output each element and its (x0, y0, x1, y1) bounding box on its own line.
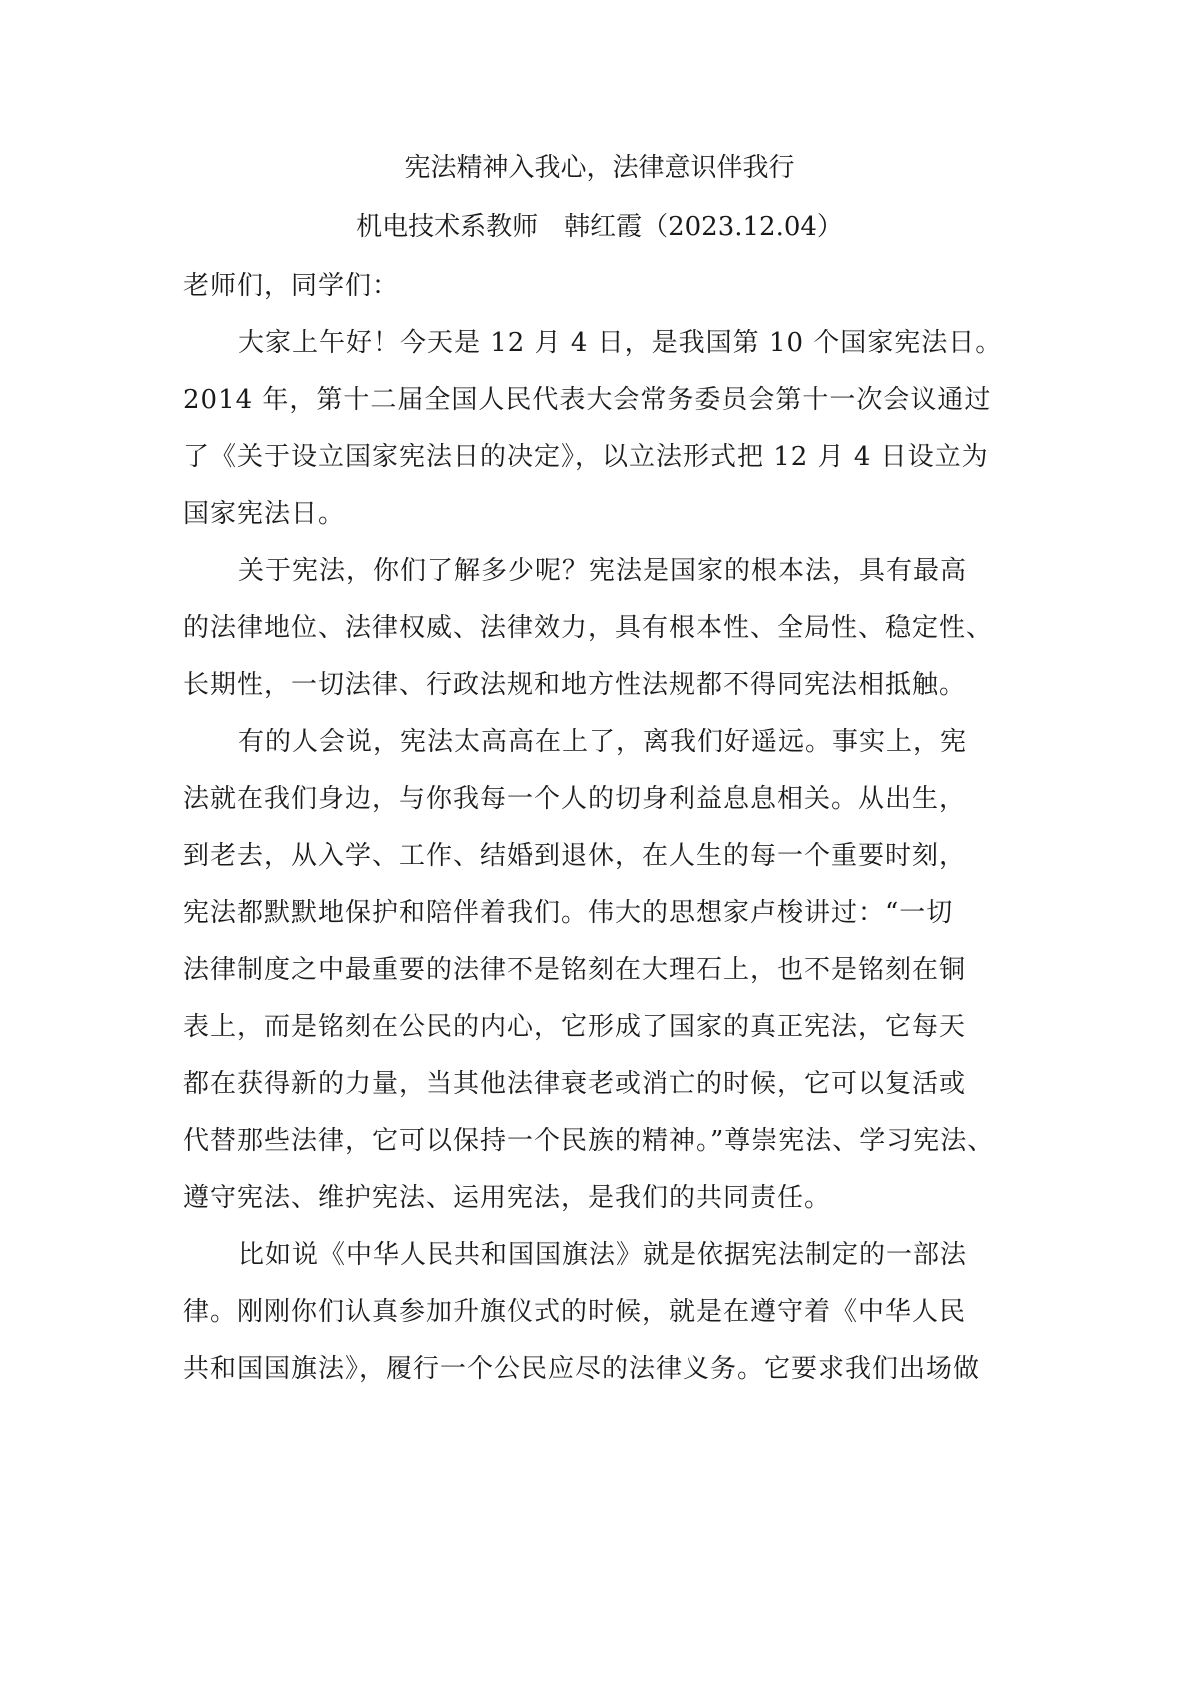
body-line: 都在获得新的力量，当其他法律衰老或消亡的时候，它可以复活或 (183, 1069, 967, 1099)
body-line: 共和国国旗法》，履行一个公民应尽的法律义务。它要求我们出场做 (183, 1354, 981, 1384)
body-line: 比如说《中华人民共和国国旗法》就是依据宪法制定的一部法 (238, 1240, 968, 1270)
document-byline: 机电技术系教师 韩红霞（2023.12.04） (356, 212, 843, 242)
body-line: 遵守宪法、维护宪法、运用宪法，是我们的共同责任。 (183, 1183, 832, 1213)
body-line: 了《关于设立国家宪法日的决定》，以立法形式把 12 月 4 日设立为 (183, 442, 989, 472)
body-line: 的法律地位、法律权威、法律效力，具有根本性、全局性、稳定性、 (183, 613, 994, 643)
body-line: 法就在我们身边，与你我每一个人的切身利益息息相关。从出生， (183, 784, 967, 814)
document-title: 宪法精神入我心，法律意识伴我行 (404, 153, 795, 183)
body-line: 表上，而是铭刻在公民的内心，它形成了国家的真正宪法，它每天 (183, 1012, 967, 1042)
body-line: 法律制度之中最重要的法律不是铭刻在大理石上，也不是铭刻在铜 (183, 955, 967, 985)
body-line: 宪法都默默地保护和陪伴着我们。伟大的思想家卢梭讲过：“一切 (183, 898, 954, 928)
body-line: 2014 年，第十二届全国人民代表大会常务委员会第十一次会议通过 (183, 385, 992, 415)
body-line: 到老去，从入学、工作、结婚到退休，在人生的每一个重要时刻， (183, 841, 967, 871)
body-line: 国家宪法日。 (183, 499, 346, 529)
body-line: 大家上午好！今天是 12 月 4 日，是我国第 10 个国家宪法日。 (238, 328, 1003, 358)
body-line: 关于宪法，你们了解多少呢？宪法是国家的根本法，具有最高 (238, 556, 968, 586)
body-line: 长期性，一切法律、行政法规和地方性法规都不得同宪法相抵触。 (183, 670, 967, 700)
body-line: 代替那些法律，它可以保持一个民族的精神。”尊崇宪法、学习宪法、 (183, 1126, 995, 1156)
body-line: 律。刚刚你们认真参加升旗仪式的时候，就是在遵守着《中华人民 (183, 1297, 967, 1327)
body-line: 有的人会说，宪法太高高在上了，离我们好遥远。事实上，宪 (238, 727, 968, 757)
salutation: 老师们，同学们： (183, 271, 400, 301)
